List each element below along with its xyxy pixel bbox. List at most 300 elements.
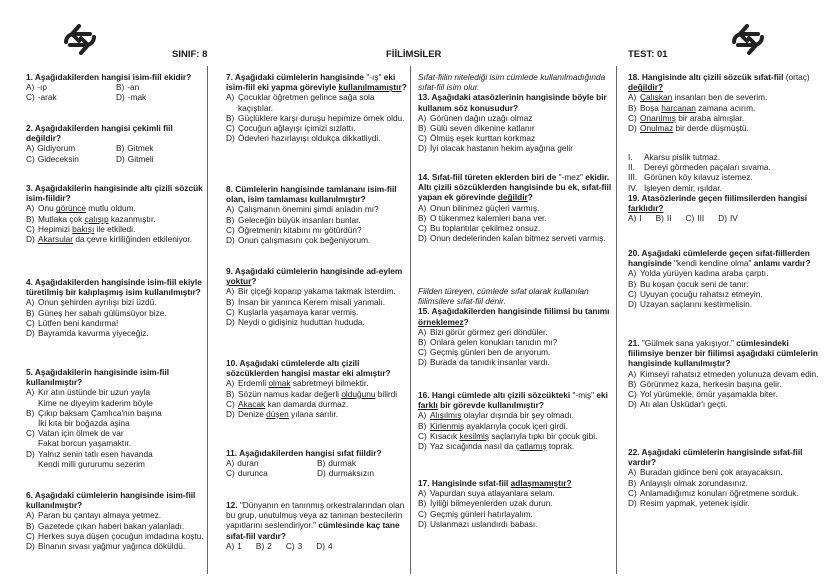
text-segment: ? bbox=[401, 82, 407, 93]
question-stem bbox=[26, 277, 206, 297]
answer-option[interactable] bbox=[226, 123, 408, 133]
text-segment: kesilmiş bbox=[459, 430, 490, 441]
options-list bbox=[226, 541, 408, 551]
text-segment: ? bbox=[251, 276, 257, 287]
answer-option[interactable] bbox=[26, 214, 206, 224]
answer-option[interactable] bbox=[26, 154, 116, 164]
option-label: B) bbox=[418, 498, 427, 509]
options-list bbox=[26, 387, 206, 469]
option-label: B) bbox=[628, 477, 637, 488]
answer-option[interactable] bbox=[26, 449, 206, 469]
text-segment: 16. Hangi cümlede altı çizili sözcükteki bbox=[418, 390, 573, 400]
option-label: C) bbox=[26, 153, 35, 164]
option-label: A) bbox=[26, 387, 35, 398]
answer-option[interactable] bbox=[418, 357, 614, 367]
option-text: III bbox=[697, 213, 705, 224]
option-label: B) bbox=[418, 337, 427, 348]
option-text: Görünen köy kılavuz istemez. bbox=[644, 172, 753, 183]
option-text bbox=[38, 234, 192, 244]
text-segment: çatlamış bbox=[515, 441, 547, 452]
grade-label: SINIF: 8 bbox=[172, 49, 208, 60]
option-text: Onun çalışmasını çok beğeniyorum. bbox=[238, 235, 371, 246]
option-label: B) bbox=[26, 213, 35, 224]
option-text: Dereyi görmeden paçaları sıvama. bbox=[644, 162, 771, 173]
answer-option[interactable] bbox=[226, 468, 317, 478]
options-list bbox=[26, 297, 206, 338]
answer-option[interactable] bbox=[628, 399, 820, 409]
question-block bbox=[418, 390, 614, 451]
column-divider bbox=[616, 66, 617, 574]
option-label: B) bbox=[255, 540, 265, 551]
option-label: D) bbox=[628, 123, 637, 134]
option-text: Gazetede çıkan haberi bakan yalanladı. bbox=[38, 520, 185, 531]
premise-item bbox=[628, 172, 820, 182]
premise-item bbox=[628, 183, 820, 193]
answer-option[interactable] bbox=[26, 510, 206, 520]
options-list bbox=[26, 203, 206, 244]
option-text: Onun dedelerinden kalan bitmez serveti varmış. bbox=[430, 233, 606, 244]
options-list bbox=[628, 213, 820, 223]
options-list bbox=[226, 204, 408, 245]
answer-option[interactable] bbox=[418, 337, 614, 347]
answer-option[interactable] bbox=[116, 154, 206, 164]
option-text: Atı alan Üsküdar'ı geçti. bbox=[640, 399, 728, 410]
text-segment: kan damarda durmaz. bbox=[265, 398, 349, 409]
answer-option[interactable] bbox=[628, 279, 820, 289]
answer-option[interactable] bbox=[226, 378, 408, 388]
option-label: A) bbox=[418, 488, 427, 499]
question-stem bbox=[226, 448, 408, 458]
answer-option[interactable] bbox=[26, 92, 116, 102]
option-text: Geçmiş günleri hatırlayalım. bbox=[430, 508, 533, 519]
column-divider bbox=[410, 66, 411, 574]
answer-option[interactable] bbox=[26, 541, 206, 551]
option-label: D) bbox=[226, 235, 235, 246]
answer-option[interactable] bbox=[226, 113, 408, 123]
text-segment: olaylar dışında bir şey olmadı. bbox=[461, 410, 574, 421]
option-text: Öğretmenin kitabını mı götürdün? bbox=[238, 224, 362, 235]
option-label: D) bbox=[418, 233, 427, 244]
option-text: durmaksızın bbox=[328, 468, 374, 479]
option-label: A) bbox=[418, 202, 427, 213]
option-label: A) bbox=[26, 297, 35, 308]
option-label: C) bbox=[26, 223, 35, 234]
option-label: A) bbox=[628, 213, 637, 224]
text-segment: "kendi kendine olma" bbox=[674, 258, 752, 269]
text-segment: 18. Hangisinde altı çizili sözcük sıfat-fiil bbox=[628, 72, 786, 82]
option-label: C) bbox=[628, 389, 637, 400]
page-title: FİİLİMSİLER bbox=[386, 49, 442, 60]
answer-option[interactable] bbox=[226, 225, 408, 235]
option-text: Gideceksin bbox=[37, 153, 79, 164]
answer-option[interactable] bbox=[26, 234, 206, 244]
option-text: 2 bbox=[267, 540, 272, 551]
option-text: Güçlüklere karşı duruşu hepimize örnek oldu. bbox=[238, 112, 405, 123]
column-divider bbox=[207, 66, 208, 574]
question-block bbox=[26, 123, 206, 164]
option-text: Onun şehirden ayrılışı bizi üzdü. bbox=[38, 297, 157, 308]
answer-option[interactable] bbox=[718, 213, 738, 223]
question-block bbox=[226, 184, 408, 245]
option-label: II. bbox=[628, 162, 635, 173]
text-segment: Çalışkan bbox=[640, 92, 673, 103]
answer-option[interactable] bbox=[418, 421, 614, 431]
option-text: Güneş her sabah gülümsüyor bize. bbox=[38, 307, 167, 318]
option-label: D) bbox=[26, 541, 35, 552]
option-label: D) bbox=[418, 357, 427, 368]
option-label: D) bbox=[317, 468, 326, 479]
text-segment: 7. Aşağıdaki cümlelerin hangisinde bbox=[226, 72, 367, 82]
option-text: Geçmiş günleri ben de arıyorum. bbox=[430, 347, 551, 358]
option-text: I bbox=[639, 213, 642, 224]
option-text: Vapurdan suya atlayanlara selam. bbox=[430, 488, 555, 499]
text-segment: Onulmaz bbox=[640, 123, 674, 134]
option-label: A) bbox=[26, 203, 35, 214]
text-segment: olduğunu bbox=[341, 388, 376, 399]
option-label: A) bbox=[226, 458, 235, 469]
text-segment: ayaklarıyla çocuk içeri girdi. bbox=[464, 420, 568, 431]
answer-option[interactable] bbox=[418, 133, 614, 143]
answer-option[interactable] bbox=[628, 467, 820, 477]
answer-option[interactable] bbox=[26, 297, 206, 307]
option-label: D) bbox=[116, 153, 125, 164]
answer-option[interactable] bbox=[686, 213, 705, 223]
text-segment: 21. bbox=[628, 338, 642, 348]
option-label: B) bbox=[226, 388, 235, 399]
options-list bbox=[226, 286, 408, 327]
text-segment: 14. Sıfat-fiil türeten eklerden biri de bbox=[418, 172, 559, 182]
option-label: A) bbox=[26, 82, 35, 93]
options-list bbox=[628, 369, 820, 410]
answer-option[interactable] bbox=[26, 531, 206, 541]
options-list bbox=[418, 488, 614, 529]
option-text: Onlara gelen konukları tanıdın mı? bbox=[430, 337, 558, 348]
question-stem bbox=[628, 338, 820, 369]
options-list bbox=[628, 92, 820, 133]
text-segment: Denize bbox=[238, 409, 267, 420]
answer-option[interactable] bbox=[418, 498, 614, 508]
option-label: B) bbox=[26, 520, 35, 531]
answer-option[interactable] bbox=[256, 541, 272, 551]
option-label: C) bbox=[418, 133, 427, 144]
question-block bbox=[26, 490, 206, 551]
text-segment: Akacak bbox=[238, 398, 266, 409]
question-stem bbox=[418, 306, 614, 326]
answer-option[interactable] bbox=[628, 389, 820, 399]
answer-option[interactable] bbox=[628, 113, 820, 123]
text-segment: zamana acırım. bbox=[695, 102, 756, 113]
answer-option[interactable] bbox=[26, 387, 206, 407]
answer-option[interactable] bbox=[116, 82, 206, 92]
option-label: C) bbox=[418, 430, 427, 441]
question-block bbox=[26, 367, 206, 469]
option-text: Gülü seven dikenine katlanır bbox=[430, 123, 535, 134]
option-label: A) bbox=[418, 326, 427, 337]
option-text bbox=[238, 409, 338, 419]
option-label: C) bbox=[285, 540, 295, 551]
answer-option[interactable] bbox=[226, 286, 408, 296]
option-label: I. bbox=[628, 152, 633, 162]
option-text: Anlayışlı olmak zorundasınız. bbox=[640, 477, 748, 488]
option-label: C) bbox=[226, 306, 235, 317]
option-text: Gitmeli bbox=[127, 153, 154, 164]
option-text: Uzayan saçlarını kestirmelisin. bbox=[640, 299, 753, 310]
answer-option[interactable] bbox=[418, 143, 614, 153]
answer-option[interactable] bbox=[628, 289, 820, 299]
question-block bbox=[226, 266, 408, 327]
text-segment: "Dünyanın en tanınmış orkestralarından olan bu grup, unutulmuş veya az tanınan bestecilerin yapıtlarını seslendiriyor." bbox=[226, 500, 405, 531]
option-text: Herkes suya düşen çocuğun imdadına koştu. bbox=[38, 530, 204, 541]
question-stem bbox=[26, 72, 206, 82]
option-text: Binanın sıvası yağmur yağınca döküldü. bbox=[38, 541, 186, 552]
answer-option[interactable] bbox=[226, 204, 408, 214]
option-text: Görünmez kaza, herkesin başına gelir. bbox=[640, 378, 782, 389]
option-text: Geleceğin büyük insanları bunlar. bbox=[238, 214, 361, 225]
option-label: B) bbox=[26, 407, 35, 418]
answer-option[interactable] bbox=[26, 82, 116, 92]
answer-option[interactable] bbox=[418, 113, 614, 123]
answer-option[interactable] bbox=[226, 133, 408, 143]
answer-option[interactable] bbox=[226, 409, 408, 419]
text-segment: eki bbox=[594, 390, 608, 400]
options-list bbox=[628, 268, 820, 309]
answer-option[interactable] bbox=[418, 327, 614, 337]
text-segment: harcanan bbox=[661, 102, 696, 113]
option-text: 1 bbox=[237, 540, 242, 551]
text-segment: 1. Aşağıdakilerden hangisi isim-fiil ekidir? bbox=[26, 72, 192, 82]
answer-option[interactable] bbox=[418, 441, 614, 451]
answer-option[interactable] bbox=[26, 308, 206, 318]
text-segment: Sözün namus kadar değerli bbox=[238, 388, 342, 399]
answer-option[interactable] bbox=[116, 92, 206, 102]
option-label: A) bbox=[628, 467, 637, 478]
text-segment: 15. Aşağıdakilerden hangisinde fiilimsi bu tanımı bbox=[418, 306, 610, 317]
answer-option[interactable] bbox=[418, 223, 614, 233]
answer-option[interactable] bbox=[418, 213, 614, 223]
option-label: IV. bbox=[628, 182, 638, 193]
answer-option[interactable] bbox=[418, 347, 614, 357]
text-segment: 20. Aşağıdaki cümlelerde geçen sıfat-fiillerden hangisinde bbox=[628, 248, 810, 269]
answer-option[interactable] bbox=[26, 318, 206, 328]
text-segment: 2. Aşağıdakilerden hangisi çekimli fiil değildir? bbox=[26, 123, 173, 144]
answer-option[interactable] bbox=[226, 541, 242, 551]
answer-option[interactable] bbox=[26, 224, 206, 234]
answer-option[interactable] bbox=[317, 468, 408, 478]
answer-option[interactable] bbox=[226, 297, 408, 307]
answer-option[interactable] bbox=[418, 123, 614, 133]
text-segment: (ortaç) bbox=[785, 72, 810, 82]
option-text: Bayramda kavurma yiyeceğiz. bbox=[38, 328, 149, 339]
text-segment: 6. Aşağıdaki cümlelerin hangisinde isim-fiil kullanılmıştır? bbox=[26, 490, 196, 511]
option-text: Onun bilinmez güçleri varmış. bbox=[430, 202, 540, 213]
option-text: Kır atın üstünde bir uzun yayla Kime ne diyeyim kaderim böyle bbox=[38, 387, 153, 408]
text-segment: 12. bbox=[226, 500, 240, 510]
option-label: C) bbox=[226, 224, 235, 235]
answer-option[interactable] bbox=[628, 488, 820, 498]
text-segment: adlaşmamıştır? bbox=[510, 478, 572, 488]
answer-option[interactable] bbox=[226, 458, 317, 468]
question-block bbox=[628, 72, 820, 133]
text-segment: Alışılmış bbox=[430, 410, 462, 421]
text-segment: Erdemli bbox=[238, 378, 269, 389]
answer-option[interactable] bbox=[418, 233, 614, 243]
options-list bbox=[418, 327, 614, 368]
text-segment: 13. Aşağıdaki atasözlerinin hangisinde böyle bir kullanım söz konusudur? bbox=[418, 92, 607, 113]
option-text: -ıp bbox=[37, 82, 47, 93]
answer-option[interactable] bbox=[226, 307, 408, 317]
option-label: D) bbox=[316, 540, 325, 551]
option-text: İşleyen demir, ışıldar. bbox=[644, 182, 722, 193]
text-segment: ? bbox=[463, 316, 469, 327]
text-segment: Onu bbox=[38, 203, 56, 214]
text-segment: farklı bbox=[418, 400, 438, 411]
premise-item bbox=[628, 152, 820, 162]
option-text bbox=[640, 92, 767, 102]
answer-option[interactable] bbox=[628, 268, 820, 278]
question-block bbox=[226, 448, 408, 479]
option-label: D) bbox=[26, 328, 35, 339]
answer-option[interactable] bbox=[316, 541, 332, 551]
answer-option[interactable] bbox=[418, 519, 614, 529]
answer-option[interactable] bbox=[226, 399, 408, 409]
answer-option[interactable] bbox=[317, 458, 408, 468]
answer-option[interactable] bbox=[628, 369, 820, 379]
text-segment: "Gülmek sana yakışıyor." bbox=[641, 338, 734, 348]
answer-option[interactable] bbox=[26, 203, 206, 213]
text-segment: 10. Aşağıdaki cümlelerde altı çizili sözcüklerden hangisi mastar eki almıştır? bbox=[226, 358, 391, 379]
option-text: II bbox=[666, 213, 672, 224]
answer-option[interactable] bbox=[226, 215, 408, 225]
answer-option[interactable] bbox=[628, 92, 820, 102]
text-segment: bir derde düşmüştü. bbox=[673, 123, 749, 134]
option-label: D) bbox=[628, 498, 637, 509]
option-text: -mak bbox=[127, 92, 147, 103]
answer-option[interactable] bbox=[286, 541, 302, 551]
answer-option[interactable] bbox=[226, 317, 408, 327]
options-list bbox=[26, 143, 206, 163]
question-intro: Fiilden türeyen, cümlede sıfat olarak kullanılan fiilimsilere sıfat-fiil denir. bbox=[418, 286, 589, 307]
answer-option[interactable] bbox=[418, 203, 614, 213]
question-block bbox=[418, 478, 614, 529]
option-text: Buradan gidince beni çok arayacaksın. bbox=[640, 467, 783, 478]
option-text: 3 bbox=[297, 540, 303, 551]
answer-option[interactable] bbox=[628, 299, 820, 309]
option-label: C) bbox=[226, 123, 235, 134]
option-text: Bu koşan çocuk seni de tanır. bbox=[640, 278, 749, 289]
option-text bbox=[640, 113, 744, 123]
text-segment: 11. Aşağıdakilerden hangisi sıfat fiildir? bbox=[226, 448, 382, 458]
option-label: A) bbox=[418, 410, 427, 421]
option-label: C) bbox=[226, 468, 235, 479]
text-segment: değildir bbox=[497, 192, 528, 203]
option-label: C) bbox=[628, 112, 637, 123]
option-text: Yol yürümekle, ömür yaşamakla biter. bbox=[640, 389, 778, 400]
option-text: İyi olacak hastanın hekim ayağına gelir bbox=[430, 143, 573, 154]
option-label: B) bbox=[418, 212, 427, 223]
text-segment: cümlesindeki fiilimsiye benzer bir fiilimsi aşağıdaki cümlelerin hangisinde kullanılmıştır? bbox=[628, 338, 818, 369]
question-stem bbox=[418, 172, 614, 203]
answer-option[interactable] bbox=[226, 389, 408, 399]
text-segment: Yaz sıcağında nasıl da bbox=[430, 441, 516, 452]
question-block bbox=[418, 286, 614, 368]
answer-option[interactable] bbox=[26, 328, 206, 338]
option-label: A) bbox=[226, 92, 235, 103]
options-list bbox=[26, 510, 206, 551]
question-block bbox=[628, 248, 820, 309]
answer-option[interactable] bbox=[628, 213, 642, 223]
option-label: C) bbox=[26, 428, 35, 439]
text-segment: olmak bbox=[268, 378, 291, 389]
question-stem bbox=[628, 447, 820, 467]
question-stem bbox=[26, 123, 206, 143]
option-label: B) bbox=[628, 378, 637, 389]
answer-option[interactable] bbox=[26, 521, 206, 531]
answer-option[interactable] bbox=[116, 143, 206, 153]
option-text: Resim yapmak, yetenek işidir. bbox=[640, 498, 750, 509]
answer-option[interactable] bbox=[418, 410, 614, 420]
text-segment: Hepimizi bbox=[38, 223, 73, 234]
text-segment: eki isim-fiil eki yapma göreviyle bbox=[226, 72, 396, 93]
option-text: Çocuklar öğretmen gelince sağa sola kaçıştılar. bbox=[238, 92, 375, 113]
answer-option[interactable] bbox=[656, 213, 672, 223]
question-intro: Sıfat-fiilin nitelediği isim cümlede kullanılmadığında sıfat-fiil isim olur. bbox=[418, 72, 606, 93]
option-label: C) bbox=[26, 317, 35, 328]
options-list bbox=[226, 378, 408, 419]
answer-option[interactable] bbox=[226, 235, 408, 245]
answer-option[interactable] bbox=[628, 103, 820, 113]
text-segment: toprak. bbox=[546, 441, 575, 452]
text-segment: 19. Atasözlerinde geçen fiilimsilerden hangisi bbox=[628, 192, 808, 203]
question-block bbox=[418, 72, 614, 154]
answer-option[interactable] bbox=[26, 143, 116, 153]
question-stem bbox=[628, 248, 820, 268]
option-label: A) bbox=[226, 378, 235, 389]
answer-option[interactable] bbox=[418, 431, 614, 441]
answer-option[interactable] bbox=[418, 488, 614, 498]
option-label: A) bbox=[628, 368, 637, 379]
option-text: durmak bbox=[328, 458, 356, 469]
swap-arrows-icon bbox=[60, 20, 100, 58]
text-segment: Akarsular bbox=[38, 234, 74, 245]
answer-option[interactable] bbox=[628, 379, 820, 389]
option-label: D) bbox=[628, 299, 637, 310]
option-text: Uyuyan çocuğu rahatsız etmeyin. bbox=[640, 288, 763, 299]
option-label: B) bbox=[116, 82, 125, 93]
test-number: TEST: 01 bbox=[628, 49, 668, 60]
answer-option[interactable] bbox=[418, 509, 614, 519]
answer-option[interactable] bbox=[26, 408, 206, 428]
text-segment: Kirlenmiş bbox=[430, 420, 465, 431]
option-label: C) bbox=[418, 508, 427, 519]
question-block bbox=[26, 277, 206, 338]
option-text: Neydi o gidişiniz huduttan hududa. bbox=[238, 317, 365, 328]
option-label: D) bbox=[226, 133, 235, 144]
question-stem bbox=[226, 184, 408, 204]
answer-option[interactable] bbox=[226, 92, 408, 112]
option-text bbox=[640, 123, 749, 133]
answer-option[interactable] bbox=[628, 123, 820, 133]
answer-option[interactable] bbox=[26, 428, 206, 448]
option-text bbox=[640, 103, 755, 113]
text-segment: 5. Aşağıdakilerin hangisinde isim-fiil kullanılmıştır? bbox=[26, 367, 170, 388]
option-label: B) bbox=[226, 112, 235, 123]
answer-option[interactable] bbox=[628, 498, 820, 508]
answer-option[interactable] bbox=[628, 478, 820, 488]
text-segment: "-mez" bbox=[558, 172, 583, 182]
premise-list bbox=[628, 152, 820, 193]
option-label: B) bbox=[317, 458, 326, 469]
option-text: -arak bbox=[37, 92, 57, 103]
